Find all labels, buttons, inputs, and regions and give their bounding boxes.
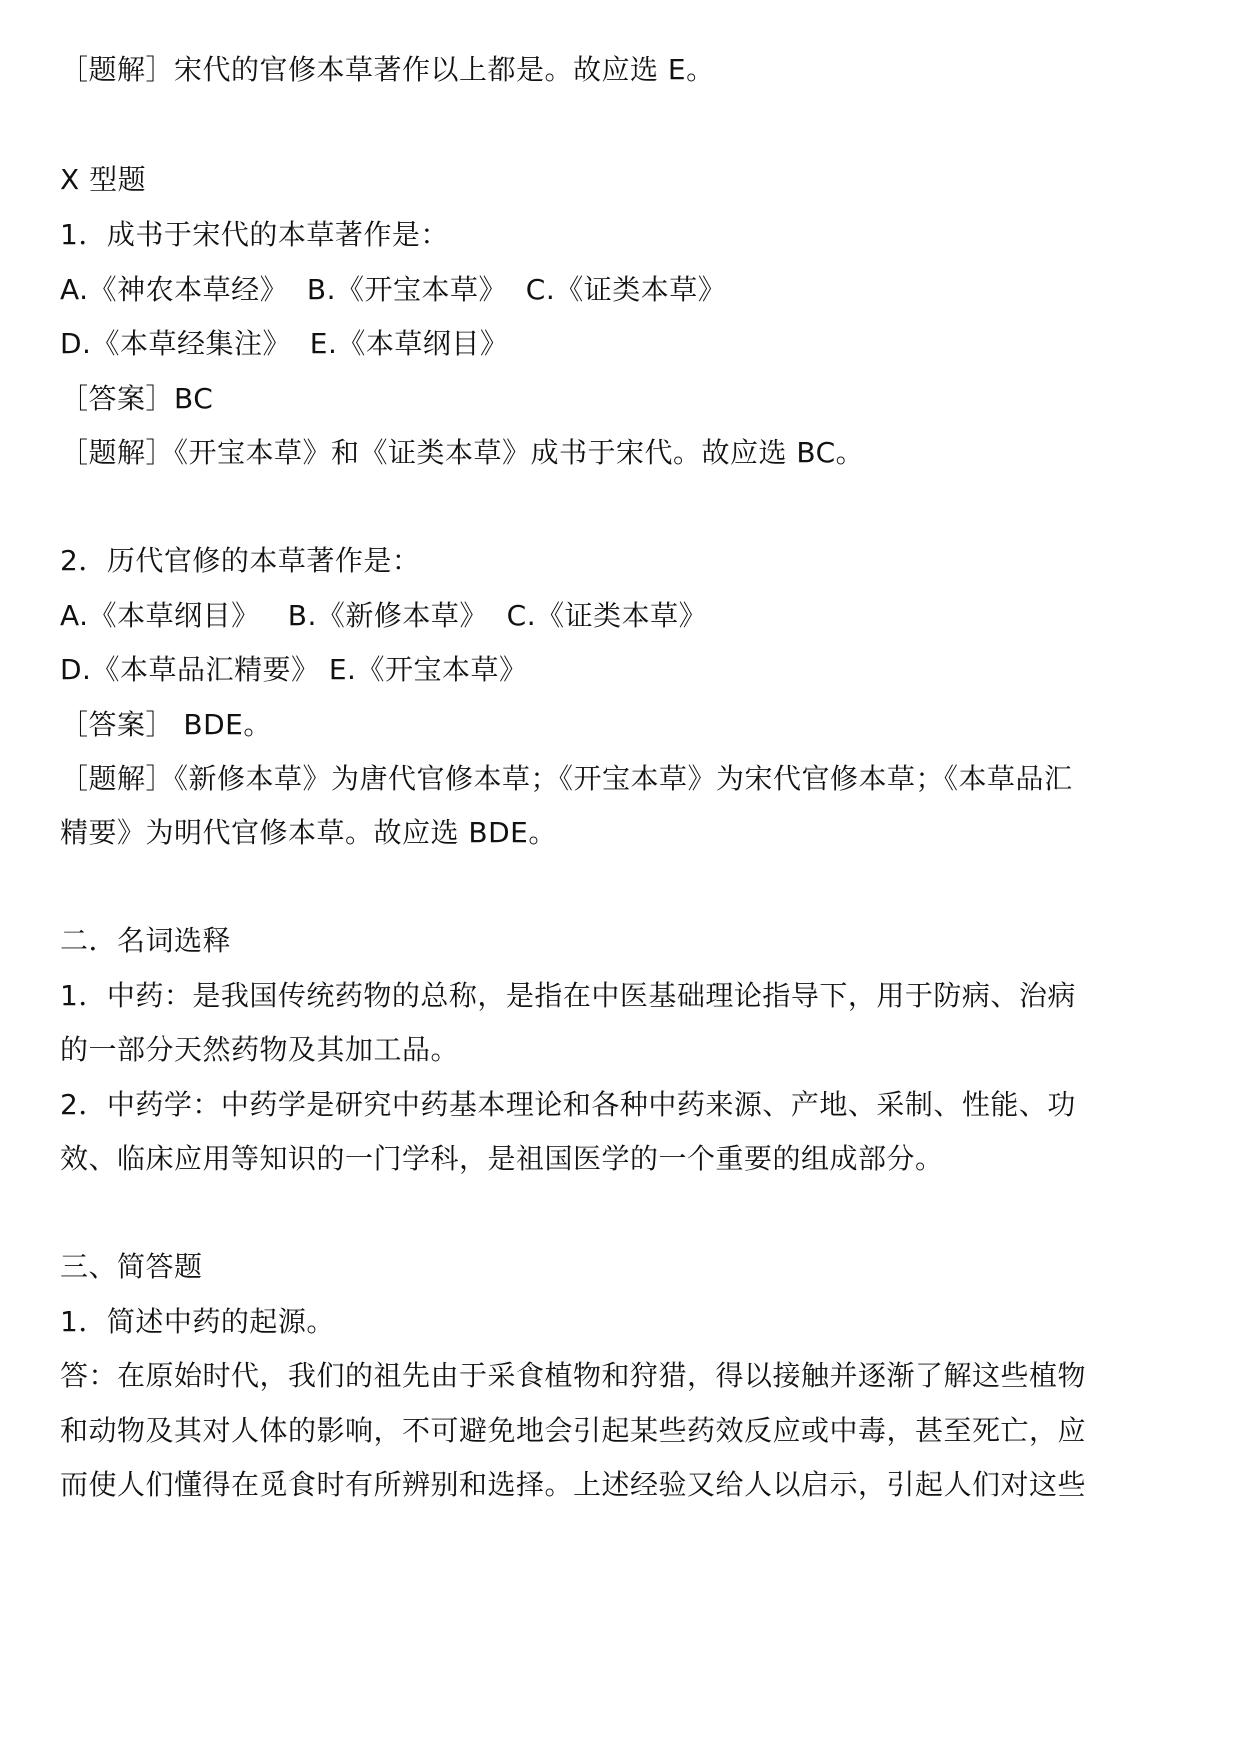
question-2-explanation-line-2: 精要》为明代官修本草。故应选 BDE。: [60, 816, 557, 849]
short-answer-1-line-2: 和动物及其对人体的影响，不可避免地会引起某些药效反应或中毒，甚至死亡，应: [60, 1414, 1087, 1447]
question-1-options-a-c: A.《神农本草经》 B.《开宝本草》 C.《证类本草》: [60, 273, 727, 306]
section-heading-terms: 二．名词选释: [60, 924, 232, 957]
term-1-line-2: 的一部分天然药物及其加工品。: [60, 1033, 460, 1066]
term-2-line-2: 效、临床应用等知识的一门学科，是祖国医学的一个重要的组成部分。: [60, 1142, 944, 1175]
term-2-line-1: 2．中药学：中药学是研究中药基本理论和各种中药来源、产地、采制、性能、功: [60, 1088, 1076, 1121]
question-1-explanation: ［题解］《开宝本草》和《证类本草》成书于宋代。故应选 BC。: [60, 436, 865, 469]
question-1-options-d-e: D.《本草经集注》 E.《本草纲目》: [60, 327, 509, 360]
question-1-answer: ［答案］BC: [60, 382, 214, 415]
short-answer-1-question: 1．简述中药的起源。: [60, 1305, 335, 1338]
explanation-line: ［题解］宋代的官修本草著作以上都是。故应选 E。: [60, 53, 715, 86]
question-1-stem: 1．成书于宋代的本草著作是：: [60, 218, 449, 251]
question-2-answer: ［答案］ BDE。: [60, 708, 272, 741]
question-2-explanation-line-1: ［题解］《新修本草》为唐代官修本草；《开宝本草》为宋代官修本草；《本草品汇: [60, 762, 1073, 795]
term-1-line-1: 1．中药：是我国传统药物的总称，是指在中医基础理论指导下，用于防病、治病: [60, 979, 1076, 1012]
short-answer-1-line-1: 答：在原始时代，我们的祖先由于采食植物和狩猎，得以接触并逐渐了解这些植物: [60, 1359, 1087, 1392]
question-2-stem: 2．历代官修的本草著作是：: [60, 544, 421, 577]
section-heading-short-answer: 三、简答题: [60, 1250, 203, 1283]
short-answer-1-line-3: 而使人们懂得在觅食时有所辨别和选择。上述经验又给人以启示，引起人们对这些: [60, 1468, 1087, 1501]
question-2-options-a-c: A.《本草纲目》 B.《新修本草》 C.《证类本草》: [60, 599, 708, 632]
question-2-options-d-e: D.《本草品汇精要》 E.《开宝本草》: [60, 653, 528, 686]
section-heading-x-type: X 型题: [60, 163, 147, 196]
